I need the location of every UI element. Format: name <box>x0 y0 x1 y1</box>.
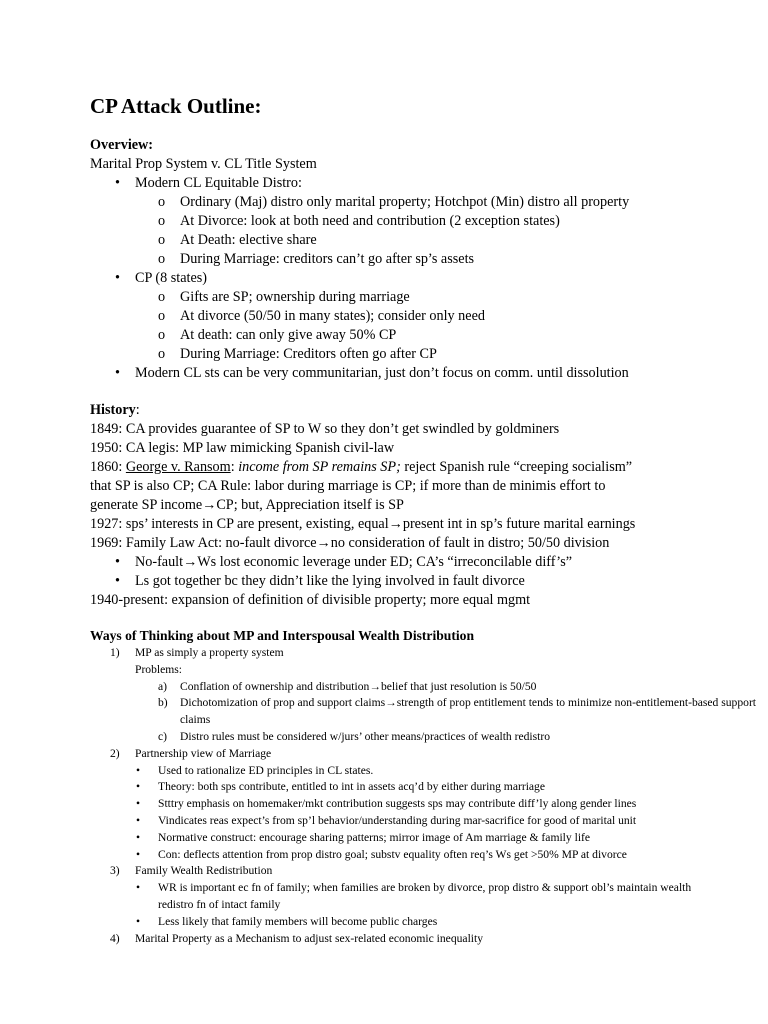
overview-heading: Overview: <box>90 137 154 153</box>
list-item: o At Death: elective share <box>158 232 317 248</box>
ways-heading: Ways of Thinking about MP and Interspousal Wealth Distribution <box>90 628 475 643</box>
overview-section <box>90 136 760 383</box>
list-item: o During Marriage: Creditors often go after CP <box>158 346 437 362</box>
history-section <box>90 401 760 610</box>
list-item: 3) Family Wealth Redistribution <box>110 864 273 878</box>
list-item: • Modern CL Equitable Distro: <box>90 174 760 193</box>
history-line-1950: 1950: CA legis: MP law mimicking Spanish civil-law <box>90 440 395 456</box>
list-item: • Con: deflects attention from prop distro goal; substv equality often req’s Ws get >50% MP at divorce <box>90 847 760 864</box>
list-item: • Normative construct: encourage sharing patterns; mirror image of Am marriage & family life <box>90 830 760 847</box>
history-line-1860: 1860: George v. Ransom: income from SP remains SP; reject Spanish rule “creeping socialism” <box>90 459 633 475</box>
list-item: • Vindicates reas expect’s from sp’l behavior/understanding during mar-sacrifice for good of marital unit <box>90 813 760 830</box>
list-item: • Ls got together bc they didn’t like the lying involved in fault divorce <box>90 572 760 591</box>
list-item: • Less likely that family members will become public charges <box>90 914 760 931</box>
list-item: o Gifts are SP; ownership during marriage <box>158 289 410 305</box>
history-line-1849: 1849: CA provides guarantee of SP to W so they don’t get swindled by goldminers <box>90 421 560 437</box>
list-item: o At Divorce: look at both need and contribution (2 exception states) <box>158 213 560 229</box>
list-item: • Used to rationalize ED principles in CL states. <box>90 763 760 780</box>
ways-section <box>90 626 760 947</box>
list-item: • CP (8 states) <box>90 269 760 288</box>
list-item: a) Conflation of ownership and distribution→belief that just resolution is 50/50 <box>158 679 537 693</box>
problems-label: Problems: <box>135 662 183 676</box>
history-line-1940: 1940-present: expansion of definition of divisible property; more equal mgmt <box>90 592 531 608</box>
list-item: o At death: can only give away 50% CP <box>158 327 397 343</box>
list-item: • WR is important ec fn of family; when families are broken by divorce, prop distro & support obl’s maintain wealth redistro fn of intact family <box>90 880 718 914</box>
list-item: b) Dichotomization of prop and support claims→strength of prop entitlement tends to minimize non-entitlement-based support claims <box>158 696 757 727</box>
history-line-1860-cont: that SP is also CP; CA Rule: labor during marriage is CP; if more than de minimis effort to <box>90 478 606 494</box>
history-line-1927: 1927: sps’ interests in CP are present, existing, equal→present int in sp’s future marital earnings <box>90 516 636 532</box>
list-item: • No-fault→Ws lost economic leverage under ED; CA’s “irreconcilable diff’s” <box>90 553 760 572</box>
history-line-1860-cont: generate SP income→CP; but, Appreciation itself is SP <box>90 497 404 513</box>
history-heading: History: <box>90 402 140 418</box>
list-item: • Modern CL sts can be very communitarian, just don’t focus on comm. until dissolution <box>90 364 760 383</box>
list-item: 1) MP as simply a property system <box>110 646 284 659</box>
list-item: o Ordinary (Maj) distro only marital property; Hotchpot (Min) distro all property <box>158 194 630 210</box>
list-item: • Stttry emphasis on homemaker/mkt contribution suggests sps may contribute diff’ly along gender lines <box>90 796 760 813</box>
list-item: • Theory: both sps contribute, entitled to int in assets acq’d by either during marriage <box>90 779 760 796</box>
list-item: o At divorce (50/50 in many states); consider only need <box>158 308 485 324</box>
list-item: o During Marriage: creditors can’t go after sp’s assets <box>158 251 475 267</box>
case-name: George v. Ransom <box>125 459 231 475</box>
overview-intro: Marital Prop System v. CL Title System <box>90 156 317 172</box>
history-line-1969: 1969: Family Law Act: no-fault divorce→no consideration of fault in distro; 50/50 division <box>90 535 610 551</box>
list-item: c) Distro rules must be considered w/jurs’ other means/practices of wealth redistro <box>158 729 551 743</box>
list-item: 2) Partnership view of Marriage <box>110 746 272 760</box>
list-item: 4) Marital Property as a Mechanism to adjust sex-related economic inequality <box>110 931 484 945</box>
page-title: CP Attack Outline: <box>90 94 262 118</box>
